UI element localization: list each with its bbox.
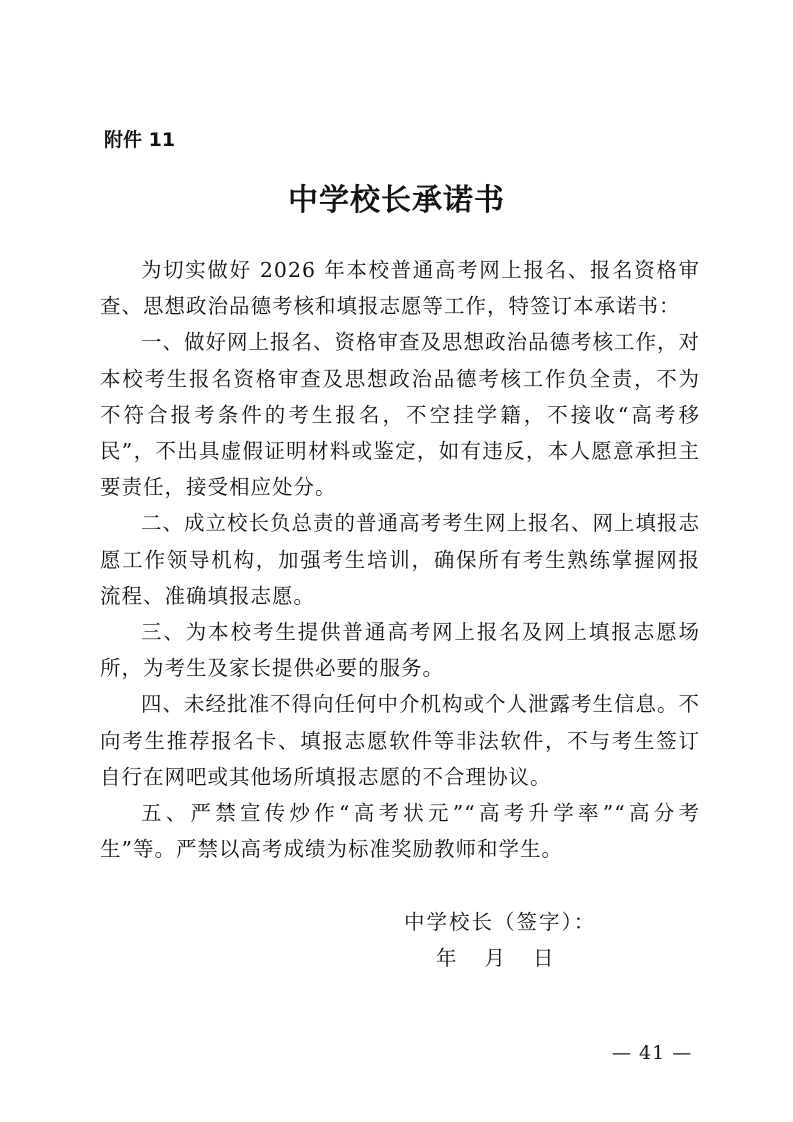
signature-block: [380, 904, 610, 976]
attachment-label: 附件 11: [104, 129, 176, 151]
clause-paragraph-5: 五、严禁宣传炒作“高考状元”“高考升学率”“高分考生”等。严禁以高考成绩为标准奖励教师和学生。: [100, 801, 700, 862]
date-year: 年: [436, 946, 459, 970]
page-number: — 41 —: [612, 1042, 693, 1064]
clause-paragraph-4: 四、未经批准不得向任何中介机构或个人泄露考生信息。不向考生推荐报名卡、填报志愿软件等非法软件，不与考生签订自行在网吧或其他场所填报志愿的不合理协议。: [100, 692, 700, 789]
document-title: 中学校长承诺书: [288, 183, 505, 218]
document-body: [100, 252, 700, 867]
clause-paragraph-2: 二、成立校长负总责的普通高考考生网上报名、网上填报志愿工作领导机构，加强考生培训，确保所有考生熟练掌握网报流程、准确填报志愿。: [100, 511, 700, 608]
date-month: 月: [484, 946, 507, 970]
clause-paragraph-3: 三、为本校考生提供普通高考网上报名及网上填报志愿场所，为考生及家长提供必要的服务。: [100, 620, 700, 681]
date-day: 日: [533, 946, 556, 970]
date-line: [380, 940, 610, 976]
intro-paragraph: 为切实做好 2026 年本校普通高考网上报名、报名资格审查、思想政治品德考核和填报志愿等工作，特签订本承诺书：: [100, 258, 700, 319]
clause-paragraph-1: 一、做好网上报名、资格审查及思想政治品德考核工作，对本校考生报名资格审查及思想政治品德考核工作负全责，不为不符合报考条件的考生报名，不空挂学籍，不接收“高考移民”，不出具虚假证明材料或鉴定，如有违反，本人愿意承担主要责任，接受相应处分。: [100, 330, 700, 500]
signature-label: 中学校长（签字）：: [404, 910, 597, 934]
